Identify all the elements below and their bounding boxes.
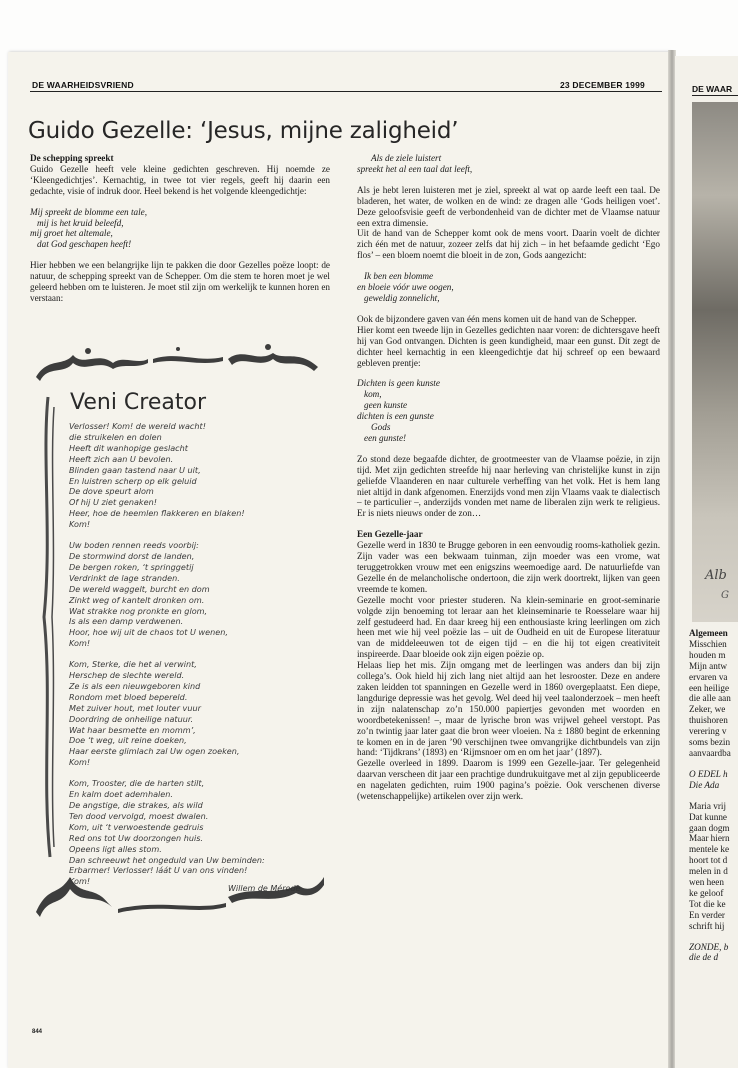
header-date: 23 DECEMBER 1999 [560, 80, 645, 90]
poem-line: De bergen roken, ‘t springgetij [69, 561, 194, 572]
poem-line: Wat haar besmette en momm’, [69, 724, 196, 735]
poem-block [357, 153, 660, 175]
left-column [30, 153, 330, 314]
cropped-text-line [689, 759, 738, 769]
poem-line: Of hij U ziet genaken! [69, 497, 157, 508]
poem-line: Herschep de slechte wereld. [69, 670, 185, 681]
paragraph: Hier hebben we een belangrijke lijn te pakken die door Gezelles poëze loopt: de natuur, de schepping spreekt van de Schepper. Om die stem te horen moet je wel geleerd hebben om te luisteren. Je moet stil zijn om werkelijk te kunnen horen en verstaan: [30, 260, 330, 303]
poem-line: Is als een damp verdwenen. [69, 616, 184, 627]
poem-line: Heer, hoe de heemlen flakkeren en blaken! [69, 508, 245, 519]
poem-line: Dan schreeuwt het ongeduld van Uw beminden: [69, 854, 265, 865]
poem-line: Doordring de onheilige natuur. [69, 713, 194, 724]
paragraph: Als je hebt leren luisteren met je ziel, spreekt al wat op aarde leeft een taal. De bladeren, het water, de wolken en de wind: ze dragen alle ‘Gods heiligen voet’. Deze geloofsvisie geeft de verbondenheid van de dichter met de Vlaamse natuur een extra dimensie. [357, 184, 660, 228]
paragraph: Gezelle overleed in 1899. Daarom is 1999 een Gezelle-jaar. Ter gelegenheid daarvan verscheen dit jaar een prachtige dundrukuitgave met al zijn gepubliceerde en nagelaten gedichten, ruim 1900 pagina’s poëzie. Ook verschenen diverse (wetenschappelijke) artikelen over zijn werk. [357, 758, 660, 802]
poem-line: Opeens ligt alles stom. [69, 843, 162, 854]
poem-line: De wereld waggelt, burcht en dom [69, 583, 210, 594]
right-page-header: DE WAAR [692, 84, 733, 94]
right-page-photo [692, 102, 738, 622]
poem-author: Willem de Mérode [228, 884, 301, 893]
cropped-text-line: ZONDE, b [689, 941, 729, 952]
poem-line: Uw boden rennen reeds voorbij: [69, 540, 199, 551]
poem-line: mij groet het altemale, [30, 228, 113, 239]
cropped-text-line: Mijn antw [689, 660, 728, 671]
cropped-text-line: een heilige [689, 682, 730, 693]
right-page-text [689, 628, 738, 963]
poem-stanza [69, 540, 324, 649]
poem-line: Heeft zich aan U bevolen. [69, 453, 174, 464]
right-page [675, 56, 738, 1068]
poem-line: Gods [371, 422, 391, 433]
poem-line: Blinden gaan tastend naar U uit, [69, 464, 201, 475]
poem-line: De angstige, die strakes, als wild [69, 800, 203, 810]
cropped-text-line: Die Ada [689, 779, 720, 790]
cropped-text-line: soms bezin [689, 737, 731, 748]
cropped-text-line: wen heen [689, 877, 724, 888]
poem-line: Kom! [69, 757, 91, 768]
poem-stanza [69, 421, 324, 530]
cropped-text-line: Dat kunne [689, 811, 728, 822]
poem-line: en bloeie vóór uwe oogen, [357, 282, 454, 293]
section-heading: Een Gezelle-jaar [357, 529, 423, 540]
cropped-text-line: gaan dogm [689, 822, 730, 833]
poem-line: kom, [364, 389, 382, 400]
poem-line: Heeft dit wanhopige geslacht [69, 442, 188, 453]
cropped-text-line: Maar hiern [689, 833, 730, 844]
cropped-text-line: Maria vrij [689, 800, 726, 811]
poem-line: geen kunste [364, 400, 408, 411]
poem-line: Verlosser! Kom! de wereld wacht! [69, 421, 206, 431]
poem-line: Mij spreekt de blomme een tale, [30, 206, 148, 217]
page-number: 844 [32, 1029, 43, 1035]
poem-line: Ze is als een nieuwgeboren kind [69, 680, 201, 691]
cropped-text-line: Zeker, we [689, 704, 726, 715]
cropped-text-line: En verder [689, 909, 725, 920]
cropped-text-line: houden m [689, 649, 726, 660]
cropped-text-line: mentele ke [689, 844, 730, 855]
cropped-text-line: aanvaardba [689, 747, 731, 758]
paragraph: Zo stond deze begaafde dichter, de grootmeester van de Vlaamse poëzie, in zijn tijd. Met zijn gedichten streefde hij naar herleving van christelijke kunst in zijn geliefde Vlaanderen en naar culturele verheffing van het volk. Het is hem lang niet altijd in dank afgenomen. Enerzijds vond men zijn Vlaams vaak te dialectisch – te particulier –, anderzijds vonden met name de liberalen zijn werk te religieus. Er is niets nieuws onder de zon… [357, 453, 660, 519]
poem-line: Kom! [69, 638, 91, 649]
poem-line: Kom, Trooster, die de harten stilt, [69, 778, 205, 789]
paragraph: Ook de bijzondere gaven van één mens komen uit de hand van de Schepper. [357, 313, 637, 324]
cropped-text-line: O EDEL h [689, 768, 728, 779]
poem-line: En kalm doet ademhalen. [69, 789, 173, 800]
poem-text [69, 421, 324, 897]
poem-line: Als de ziele luistert [371, 153, 442, 163]
cropped-text-line: Algemeen [689, 628, 728, 638]
right-photo-caption-2: G [721, 590, 729, 601]
poem-block [357, 271, 660, 304]
poem-line: Doe ‘t weg, uit reine doeken, [69, 735, 187, 746]
cropped-text-line: schrift hij [689, 920, 725, 931]
poem-line: De stormwind dorst de landen, [69, 550, 195, 561]
ornament-top [36, 344, 318, 381]
poem-line: En luistren scherp op elk geluid [69, 475, 197, 486]
poem-line: Ik ben een blomme [364, 271, 434, 282]
poem-line: Ten dood vervolgd, moest dwalen. [69, 810, 209, 821]
poem-block [357, 378, 660, 443]
poem-line: dichten is een gunste [357, 411, 434, 422]
poem-title: Veni Creator [70, 390, 206, 415]
poem-line: die struikelen en dolen [69, 431, 162, 442]
poem-line: Erbarmer! Verlosser! láát U van ons vinden! [69, 865, 248, 876]
poem-line: Red ons tot Uw doorzongen huis. [69, 832, 203, 843]
section-heading: De schepping spreekt [30, 153, 114, 163]
paragraph: Guido Gezelle heeft vele kleine gedichten geschreven. Hij noemde ze ‘Kleengedichtjes’. Kernachtig, in twee tot vier regels, geeft hij daarin een gedachte, visie of indruk door. Heel bekend is het volgende kleengedichtje: [30, 163, 330, 196]
cropped-text-line: melen in d [689, 866, 728, 877]
poem-line: Kom! [69, 876, 91, 887]
article-title: Guido Gezelle: ‘Jesus, mijne zaligheid’ [28, 118, 459, 144]
poem-line: Hoor, hoe wij uit de chaos tot U wenen, [69, 627, 228, 638]
right-column [357, 153, 660, 812]
poem-line: Verdrinkt de lage stranden. [69, 572, 180, 583]
poem-line: Zinkt weg of kantelt dronken om. [69, 594, 205, 605]
paragraph: Gezelle mocht voor priester studeren. Na klein-seminarie en groot-seminarie volgde zijn benoeming tot leraar aan het kleinseminarie te Roesselare waar hij zelf gestudeerd had. En daar kreeg hij een enthousiaste kring leerlingen om zich heen met wie hij veel poëzie las – uit de Oudheid en uit de Europese literatuur van de middeleeuwen tot de eigen tijd – en die hij tot eigen creativiteit inspireerde. Daar bloeide ook zijn eigen poëzie op. [357, 594, 660, 660]
right-header-rule [692, 95, 738, 96]
poem-line: geweldig zonnelicht, [364, 292, 440, 303]
poem-line: mij is het kruid beleefd, [37, 217, 124, 228]
poem-line: een gunste! [364, 432, 407, 443]
cropped-text-line: ke geloof [689, 887, 724, 898]
cropped-text-line [689, 932, 738, 942]
poem-line: Haar eerste glimlach zal Uw ogen zoeken, [69, 746, 240, 757]
paragraph: Uit de hand van de Schepper komt ook de mens voort. Daarin voelt de dichter zich één met de natuur, zozeer zelfs dat hij zich – in het befaamde gedicht ‘Ego flos’ – een bloem noemt die bloeit in de zon, Gods aangezicht: [357, 228, 660, 261]
poem-line: Met zuiver hout, met louter vuur [69, 702, 201, 713]
poem-line: De dove speurt alom [69, 486, 154, 497]
paragraph: Helaas liep het mis. Zijn omgang met de leerlingen was anders dan bij zijn collega’s. Ook hield hij zich lang niet altijd aan het lesrooster. Deze en andere zaken leidden tot spanningen en Gezelle werd in 1860 overgeplaatst. Een diepe, langdurige depressie was het gevolg. Wel deed hij veel taalonderzoek – men heeft in zijn nalatenschap zo’n 150.000 papiertjes gevonden met woorden en woordbetekenissen! –, maar de lyrische bron was vrijwel geheel verstopt. Pas zo’n twintig jaar later gaat die bron weer vloeien. Na ± 1880 begint de erkenning te komen en in de jaren ’90 verschijnen twee omvangrijke dichtbundels van zijn hand: ‘Tijdkrans’ (1893) en ‘Rijmsnoer om en om het jaar’ (1897). [357, 660, 660, 758]
ornament-sides [44, 397, 54, 857]
cropped-text-line: Tot die ke [689, 898, 726, 909]
poem-stanza [69, 778, 324, 887]
right-photo-caption: Alb [705, 568, 727, 583]
cropped-text-line: Misschien [689, 638, 727, 649]
header-publication: DE WAARHEIDSVRIEND [32, 80, 134, 90]
veni-creator-poem-box [28, 337, 330, 921]
poem-line: spreekt het al een taal dat leeft, [357, 163, 473, 174]
cropped-text-line: hoort tot d [689, 855, 728, 866]
poem-stanza [69, 659, 324, 768]
cropped-text-line: die alle aan [689, 693, 731, 704]
poem-line: Wat strakke nog pronkte en glom, [69, 605, 208, 616]
paragraph: Gezelle werd in 1830 te Brugge geboren in een eenvoudig rooms-katholiek gezin. Zijn vader was een bekwaam tuinman, zijn moeder was een vrome, wat teruggetrokken vrouw met een enigszins weemoedige aard. De natuurliefde van Gezelle én de melancholische ondertoon, die zijn werk doortrekt, lijken van geen vreemde te komen. [357, 540, 660, 594]
header-rule [30, 91, 662, 92]
paragraph: Hier komt een tweede lijn in Gezelles gedichten naar voren: de dichtersgave heeft hij van God ontvangen. Dichten is geen kundigheid, maar een gunst. Dit zegt de dichter heel kernachtig in een kleengedichtje dat hij schreef op een bewaard gebleven prentje: [357, 324, 660, 368]
cropped-text-line: verering v [689, 726, 727, 737]
poem-line: Kom! [69, 519, 91, 530]
poem-line: Dichten is geen kunste [357, 378, 440, 389]
cropped-text-line: die de d [689, 952, 719, 963]
poem-line: dat God geschapen heeft! [37, 239, 132, 250]
cropped-text-line [689, 791, 738, 801]
cropped-text-line: ervaren va [689, 671, 728, 682]
poem-block [30, 207, 330, 251]
poem-line: Rondom met bloed bepereld. [69, 691, 188, 702]
poem-line: Kom, Sterke, die het al verwint, [69, 659, 197, 670]
cropped-text-line: thuishoren [689, 715, 728, 726]
poem-line: Kom, uit ‘t verwoestende gedruis [69, 821, 204, 832]
